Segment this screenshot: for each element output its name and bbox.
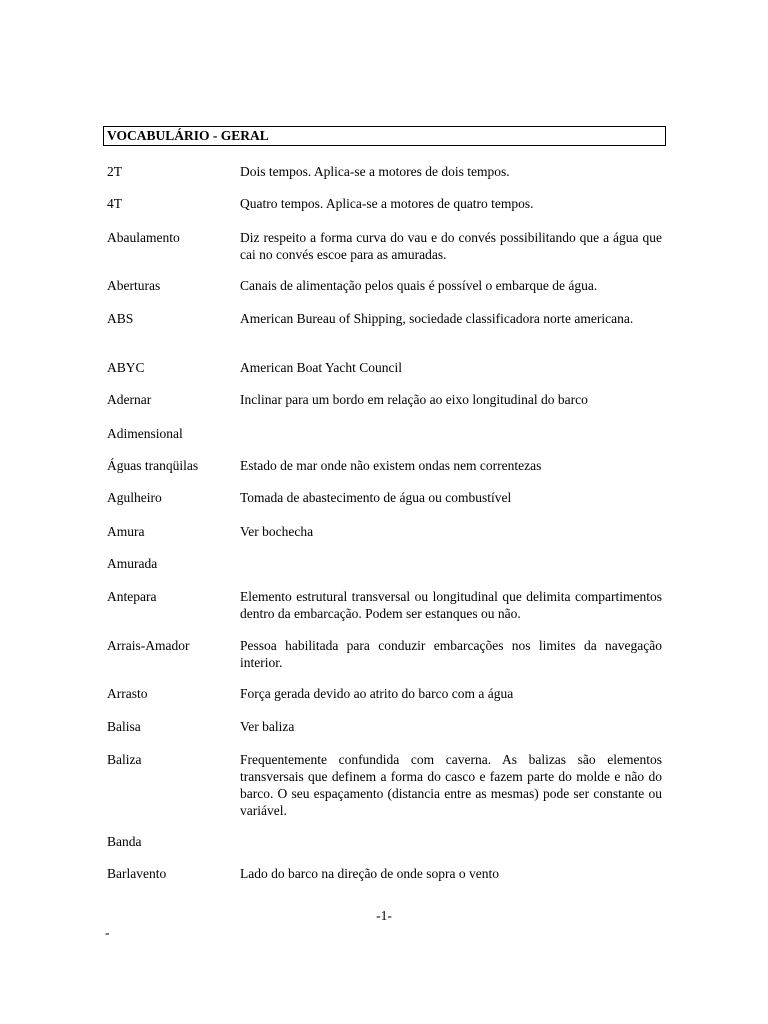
entry-term: Antepara [107, 589, 157, 604]
entry-definition: Inclinar para um bordo em relação ao eixo longitudinal do barco [240, 392, 588, 407]
entry-definition: Estado de mar onde não existem ondas nem correntezas [240, 458, 542, 473]
entry-term: Aberturas [107, 278, 161, 293]
entry-definition: Diz respeito a forma curva do vau e do convés possibilitando que a água que cai no convés escoe para as amuradas. [240, 230, 662, 262]
entry-term: Adimensional [107, 426, 183, 441]
entry-term: Amura [107, 524, 145, 539]
entry-term: Barlavento [107, 866, 167, 881]
entry-definition: Lado do barco na direção de onde sopra o vento [240, 866, 500, 881]
section-title: VOCABULÁRIO - GERAL [103, 126, 666, 146]
entry-term: Arrais-Amador [107, 638, 190, 653]
entry-definition: Pessoa habilitada para conduzir embarcações nos limites da navegação interior. [240, 638, 662, 670]
entry-definition: Quatro tempos. Aplica-se a motores de quatro tempos. [240, 196, 534, 211]
entry-term: ABS [107, 311, 134, 326]
entry-term: Arrasto [107, 686, 148, 701]
entry-definition: Frequentemente confundida com caverna. As balizas são elementos transversais que definem a forma do casco e fazem parte do molde e não do barco. O seu espaçamento (distancia entre as mesmas) pode ser constante ou variável. [240, 752, 662, 818]
entry-term: 4T [107, 196, 122, 211]
entry-term: Banda [107, 834, 142, 849]
entry-term: Amurada [107, 556, 158, 571]
entry-definition: American Bureau of Shipping, sociedade classificadora norte americana. [240, 311, 634, 326]
entry-term: Abaulamento [107, 230, 180, 245]
entry-term: ABYC [107, 360, 145, 375]
entry-term: Agulheiro [107, 490, 162, 505]
entry-definition: Força gerada devido ao atrito do barco com a água [240, 686, 514, 701]
entry-definition: Canais de alimentação pelos quais é possível o embarque de água. [240, 278, 598, 293]
entry-term: Adernar [107, 392, 152, 407]
entry-definition: Elemento estrutural transversal ou longitudinal que delimita compartimentos dentro da embarcação. Podem ser estanques ou não. [240, 589, 662, 621]
entry-term: Baliza [107, 752, 142, 767]
page-number: -1- [376, 908, 392, 923]
entry-definition: Ver baliza [240, 719, 295, 734]
entry-definition: Dois tempos. Aplica-se a motores de dois tempos. [240, 164, 510, 179]
entry-definition: American Boat Yacht Council [240, 360, 402, 375]
entry-definition: Tomada de abastecimento de água ou combustível [240, 490, 512, 505]
entry-term: Águas tranqüilas [107, 458, 199, 473]
entry-term: 2T [107, 164, 122, 179]
entry-term: Balisa [107, 719, 141, 734]
footer-mark: - [105, 925, 110, 940]
entry-definition: Ver bochecha [240, 524, 314, 539]
